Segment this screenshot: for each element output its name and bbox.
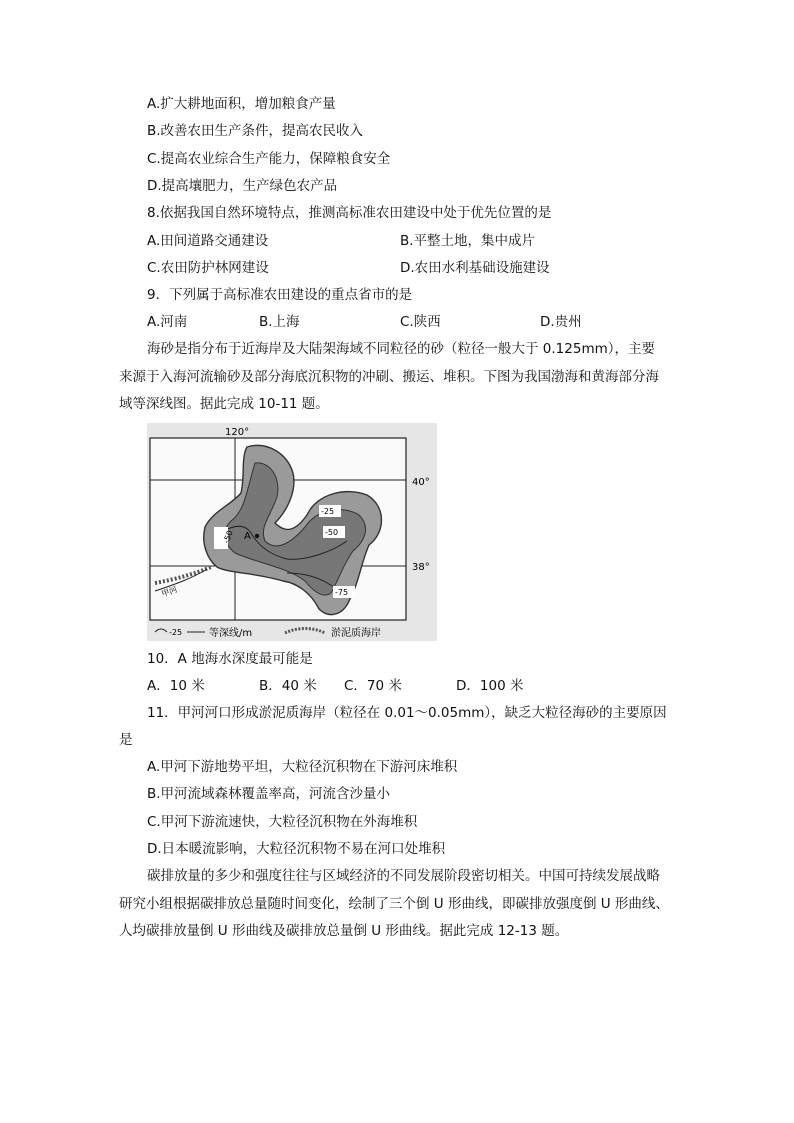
q8-stem: 8.依据我国自然环境特点，推测高标准农田建设中处于优先位置的是 bbox=[147, 205, 552, 221]
legend-isobath-value: -25 bbox=[169, 628, 183, 637]
q7-option-b: B.改善农田生产条件，提高农民收入 bbox=[147, 123, 364, 139]
q9-option-b: B.上海 bbox=[259, 314, 300, 330]
legend-isobath-label: 等深线/m bbox=[209, 628, 253, 639]
isobath-map bbox=[147, 423, 437, 641]
point-a-marker bbox=[255, 534, 259, 538]
q8-option-a: A.田间道路交通建设 bbox=[147, 233, 269, 249]
q9-option-d: D.贵州 bbox=[540, 314, 582, 330]
q7-option-a: A.扩大耕地面积，增加粮食产量 bbox=[147, 96, 336, 112]
passage2-line2: 研究小组根据碳排放总量随时间变化，绘制了三个倒 U 形曲线，即碳排放强度倒 U 形曲线、 bbox=[119, 896, 669, 912]
q8-option-b: B.平整土地，集中成片 bbox=[400, 233, 536, 249]
q11-option-c: C.甲河下游流速快，大粒径沉积物在外海堆积 bbox=[147, 814, 418, 830]
depth-label-50b: -50 bbox=[325, 528, 339, 537]
passage1-line2: 来源于入海河流输砂及部分海底沉积物的冲刷、搬运、堆积。下图为我国渤海和黄海部分海 bbox=[119, 369, 659, 385]
q9-option-c: C.陕西 bbox=[400, 314, 441, 330]
depth-label-25: -25 bbox=[321, 507, 335, 516]
q10-stem: 10．A 地海水深度最可能是 bbox=[147, 651, 313, 667]
q10-option-c: C．70 米 bbox=[344, 678, 402, 694]
lon-120-label: 120° bbox=[225, 427, 250, 438]
point-a-label: A bbox=[244, 531, 251, 542]
q8-option-d: D.农田水利基础设施建设 bbox=[400, 260, 550, 276]
legend-coast-label: 淤泥质海岸 bbox=[331, 628, 381, 639]
passage2-line1: 碳排放量的多少和强度往往与区域经济的不同发展阶段密切相关。中国可持续发展战略 bbox=[147, 868, 660, 884]
q11-option-b: B.甲河流域森林覆盖率高，河流含沙量小 bbox=[147, 786, 391, 802]
q10-option-b: B．40 米 bbox=[259, 678, 317, 694]
passage2-line3: 人均碳排放量倒 U 形曲线及碳排放总量倒 U 形曲线。据此完成 12-13 题。 bbox=[119, 923, 569, 939]
q11-option-a: A.甲河下游地势平坦，大粒径沉积物在下游河床堆积 bbox=[147, 759, 458, 775]
q10-option-a: A．10 米 bbox=[147, 678, 205, 694]
depth-label-50a: -50 bbox=[221, 529, 235, 545]
q11-stem-line2: 是 bbox=[119, 732, 133, 748]
q10-option-d: D．100 米 bbox=[456, 678, 524, 694]
passage1-line3: 域等深线图。据此完成 10-11 题。 bbox=[119, 396, 329, 412]
lat-38-label: 38° bbox=[412, 562, 430, 573]
q8-option-c: C.农田防护林网建设 bbox=[147, 260, 269, 276]
river-label: 甲河 bbox=[160, 584, 179, 599]
passage1-line1: 海砂是指分布于近海岸及大陆架海域不同粒径的砂（粒径一般大于 0.125mm），主要 bbox=[147, 341, 655, 357]
q11-stem-line1: 11．甲河河口形成淤泥质海岸（粒径在 0.01～0.05mm），缺乏大粒径海砂的主要原因 bbox=[147, 705, 667, 721]
q7-option-d: D.提高壤肥力，生产绿色农产品 bbox=[147, 178, 338, 194]
q11-option-d: D.日本暖流影响，大粒径沉积物不易在河口处堆积 bbox=[147, 841, 446, 857]
q9-stem: 9．下列属于高标准农田建设的重点省市的是 bbox=[147, 287, 413, 303]
q7-option-c: C.提高农业综合生产能力，保障粮食安全 bbox=[147, 151, 391, 167]
depth-label-75: -75 bbox=[335, 588, 349, 597]
q9-option-a: A.河南 bbox=[147, 314, 188, 330]
lat-40-label: 40° bbox=[412, 477, 430, 488]
